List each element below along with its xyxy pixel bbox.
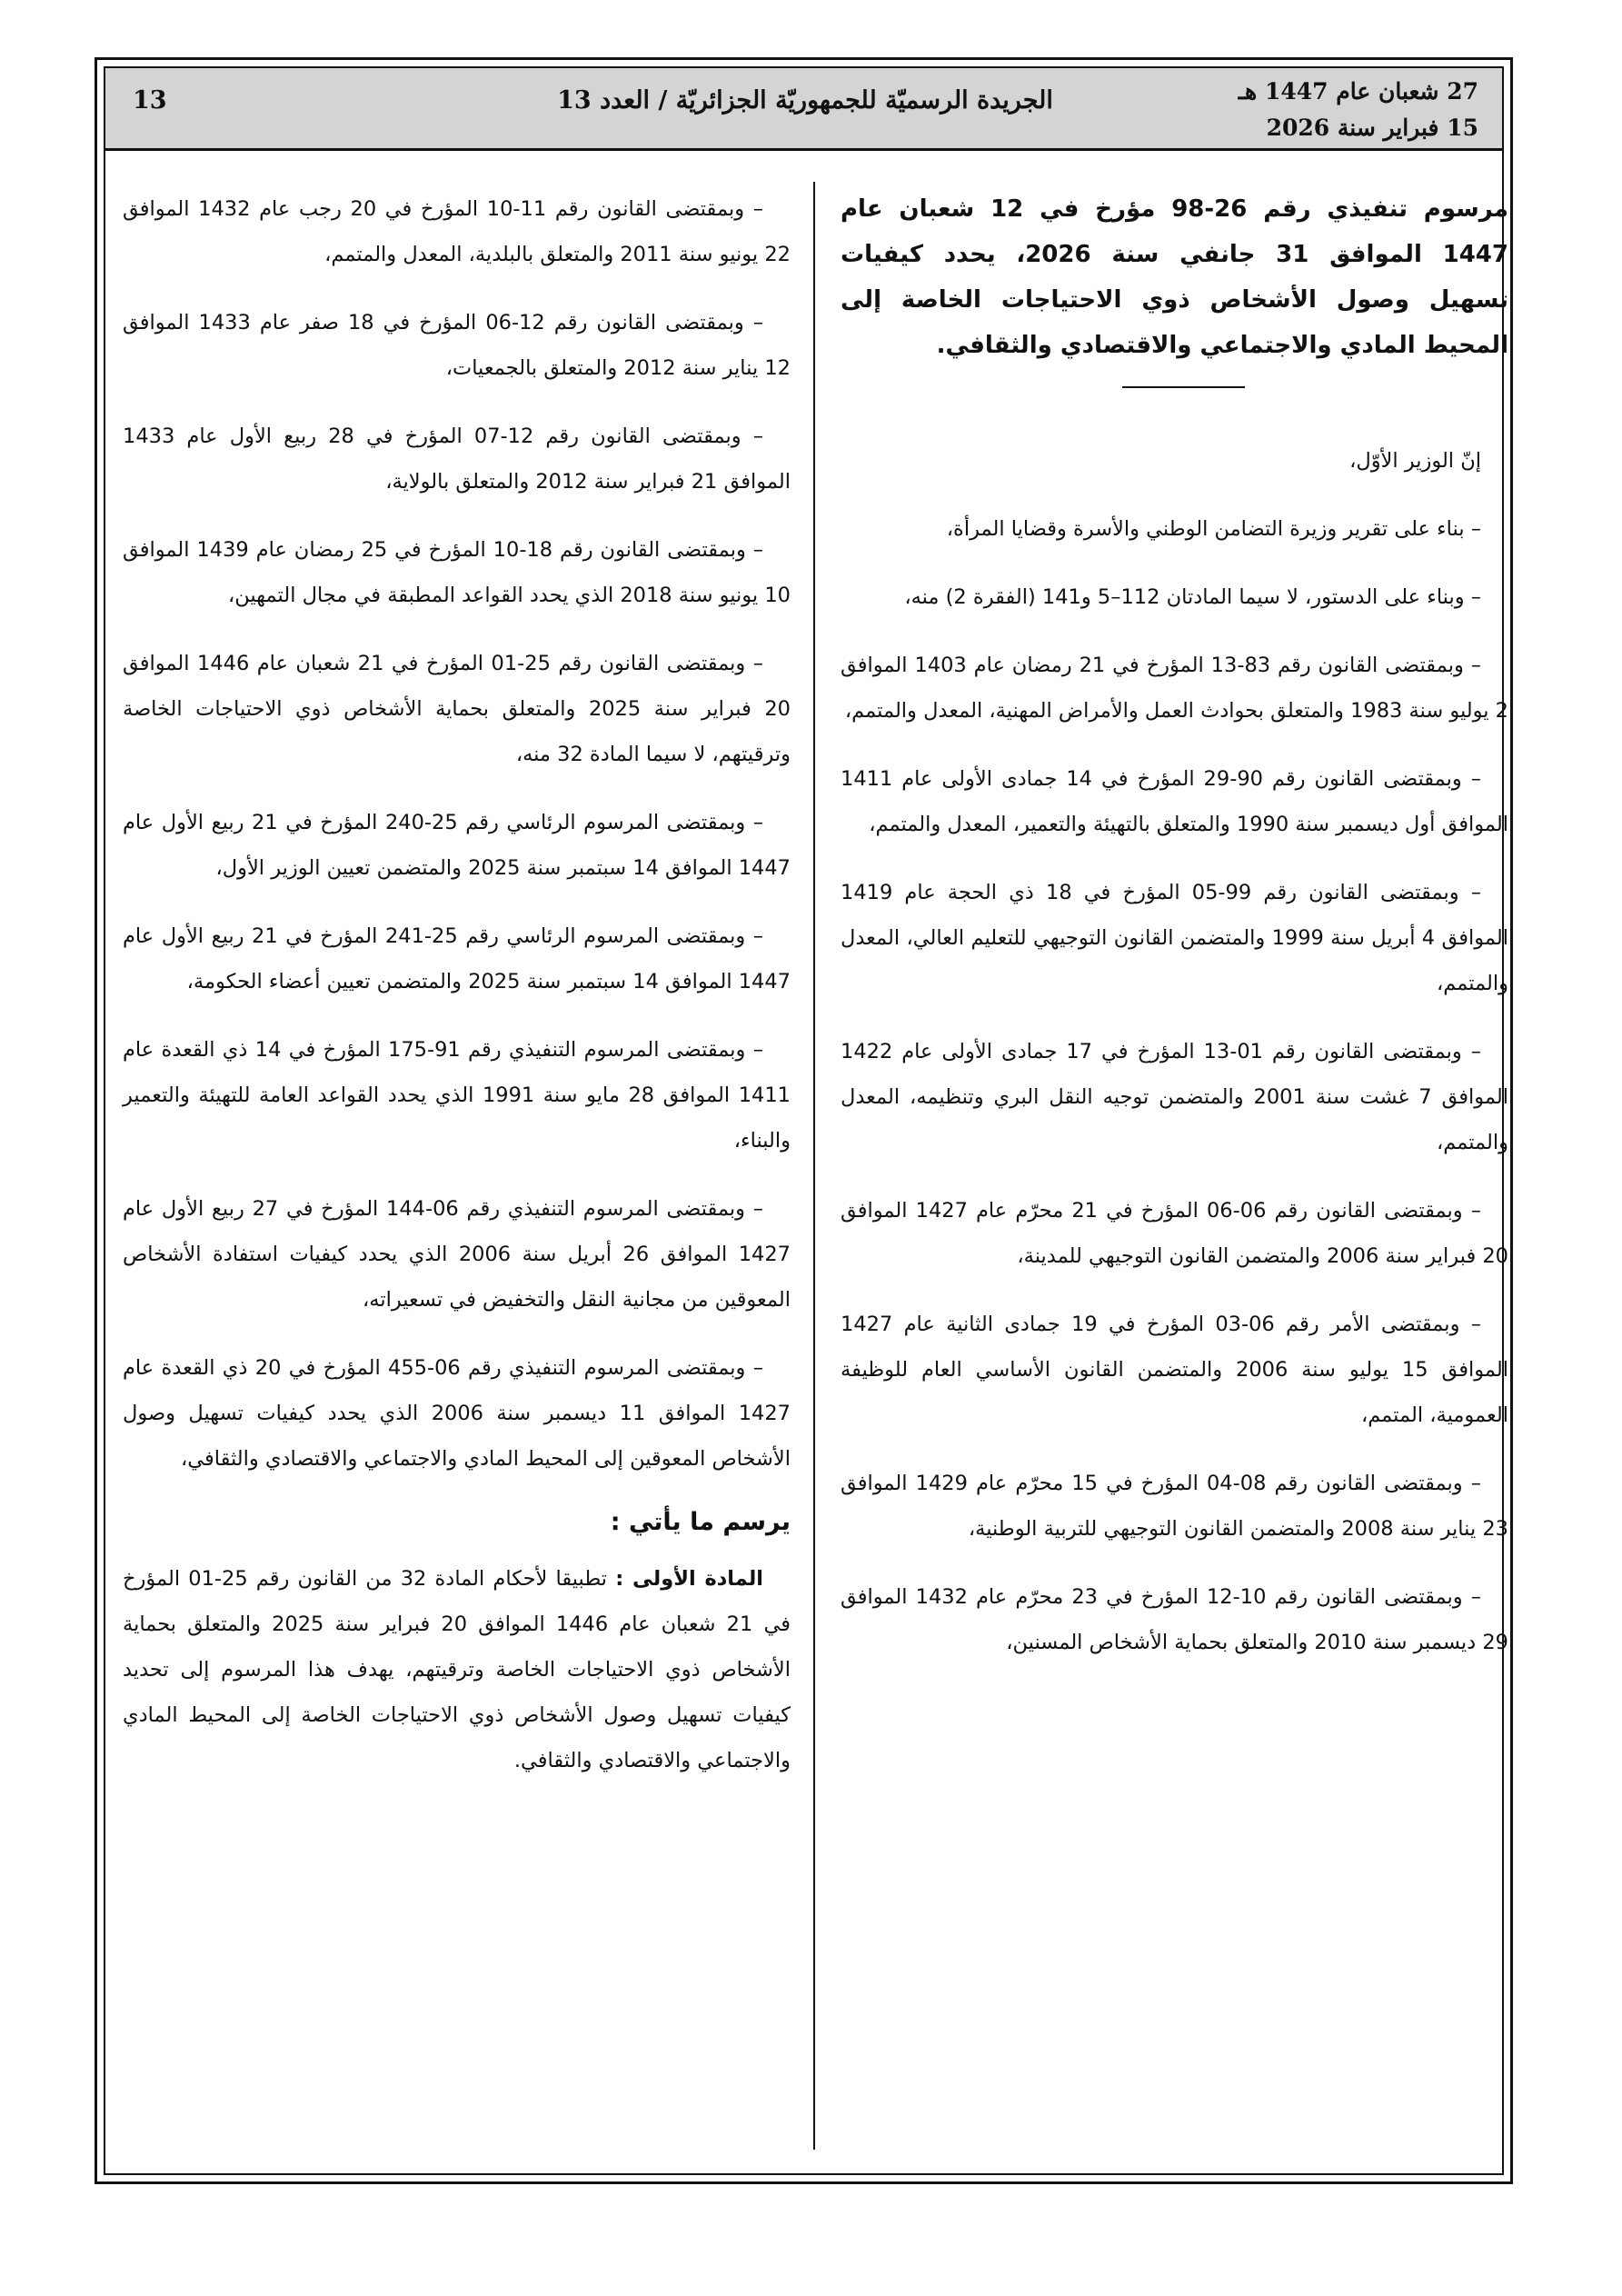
- visa-paragraph: – وبمقتضى القانون رقم 10-12 المؤرخ في 23 محرّم عام 1432 الموافق 29 ديسمبر سنة 2010 والمتعلق بحماية الأشخاص المسنين،: [841, 1585, 1508, 1654]
- visa-paragraph: – وبناء على الدستور، لا سيما المادتان 112–5 و141 (الفقرة 2) منه،: [904, 585, 1481, 609]
- minister-line: إنّ الوزير الأوّل،: [1349, 449, 1481, 473]
- column-divider: [813, 182, 815, 2150]
- visa-paragraph: – وبمقتضى القانون رقم 99-05 المؤرخ في 18 ذي الحجة عام 1419 الموافق 4 أبريل سنة 1999 والمتضمن القانون التوجيهي للتعليم العالي، المعدل والمتمم،: [841, 881, 1508, 995]
- visa-paragraph: – وبمقتضى القانون رقم 25-01 المؤرخ في 21 شعبان عام 1446 الموافق 20 فبراير سنة 2025 والمتعلق بحماية الأشخاص ذوي الاحتياجات الخاصة وترقيتهم، لا سيما المادة 32 منه،: [123, 652, 791, 766]
- visa-paragraph: – وبمقتضى الأمر رقم 06-03 المؤرخ في 19 جمادى الثانية عام 1427 الموافق 15 يوليو سنة 2006 والمتضمن القانون الأساسي العام للوظيفة العمومية، المتمم،: [841, 1313, 1508, 1427]
- visa-paragraph: – وبمقتضى المرسوم التنفيذي رقم 06-144 المؤرخ في 27 ربيع الأول عام 1427 الموافق 26 أبريل سنة 2006 الذي يحدد كيفيات استفادة الأشخاص المعوقين من مجانية النقل والتخفيض في تسعيراته،: [123, 1197, 791, 1312]
- visa-paragraph: – وبمقتضى القانون رقم 83-13 المؤرخ في 21 رمضان عام 1403 الموافق 2 يوليو سنة 1983 والمتعلق بحوادث العمل والأمراض المهنية، المعدل والمتمم،: [841, 654, 1508, 723]
- visa-paragraph: – وبمقتضى القانون رقم 12-06 المؤرخ في 18 صفر عام 1433 الموافق 12 يناير سنة 2012 والمتعلق بالجمعيات،: [123, 311, 791, 380]
- gazette-header: [105, 68, 1502, 151]
- article-label: المادة الأولى :: [615, 1567, 763, 1591]
- article-one: [123, 1556, 791, 1783]
- visa-paragraph: – وبمقتضى القانون رقم 18-10 المؤرخ في 25 رمضان عام 1439 الموافق 10 يونيو سنة 2018 الذي يحدد القواعد المطبقة في مجال التمهين،: [123, 538, 791, 607]
- visa-paragraph: – بناء على تقرير وزيرة التضامن الوطني والأسرة وقضايا المرأة،: [946, 517, 1481, 541]
- visa-paragraph: – وبمقتضى المرسوم التنفيذي رقم 91-175 المؤرخ في 14 ذي القعدة عام 1411 الموافق 28 مايو سنة 1991 الذي يحدد القواعد العامة للتهيئة والتعمير والبناء،: [123, 1038, 791, 1153]
- article-text: تطبيقا لأحكام المادة 32 من القانون رقم 25-01 المؤرخ في 21 شعبان عام 1446 الموافق 20 فبراير سنة 2025 والمتعلق بحماية الأشخاص ذوي الاحتياجات الخاصة وترقيتهم، يهدف هذا المرسوم إلى تحديد كيفيات تسهيل وصول الأشخاص ذوي الاحتياجات الخاصة إلى المحيط المادي والاجتماعي والاقتصادي والثقافي.: [123, 1567, 791, 1772]
- visa-paragraph: – وبمقتضى القانون رقم 90-29 المؤرخ في 14 جمادى الأولى عام 1411 الموافق أول ديسمبر سنة 1990 والمتعلق بالتهيئة والتعمير، المعدل والمتمم،: [841, 767, 1508, 836]
- left-column: [123, 186, 791, 1783]
- title-rule: [1122, 386, 1245, 388]
- header-date: [1239, 74, 1478, 146]
- header-title: الجريدة الرسميّة للجمهوريّة الجزائريّة / العدد 13: [557, 86, 1053, 115]
- visa-paragraph: – وبمقتضى القانون رقم 06-06 المؤرخ في 21 محرّم عام 1427 الموافق 20 فبراير سنة 2006 والمتضمن القانون التوجيهي للمدينة،: [841, 1199, 1508, 1268]
- page-number: 13: [133, 86, 167, 115]
- visa-paragraph: – وبمقتضى القانون رقم 12-07 المؤرخ في 28 ربيع الأول عام 1433 الموافق 21 فبراير سنة 2012 والمتعلق بالولاية،: [123, 424, 791, 494]
- decree-heading: يرسم ما يأتي :: [610, 1508, 791, 1536]
- visa-paragraph: – وبمقتضى القانون رقم 11-10 المؤرخ في 20 رجب عام 1432 الموافق 22 يونيو سنة 2011 والمتعلق بالبلدية، المعدل والمتمم،: [123, 197, 791, 266]
- decree-title: مرسوم تنفيذي رقم 26-98 مؤرخ في 12 شعبان عام 1447 الموافق 31 جانفي سنة 2026، يحدد كيفيات تسهيل وصول الأشخاص ذوي الاحتياجات الخاصة إلى المحيط المادي والاجتماعي والاقتصادي والثقافي.: [841, 195, 1508, 359]
- visa-paragraph: – وبمقتضى المرسوم الرئاسي رقم 25-240 المؤرخ في 21 ربيع الأول عام 1447 الموافق 14 سبتمبر سنة 2025 والمتضمن تعيين الوزير الأول،: [123, 811, 791, 880]
- header-date-hijri: 27 شعبان عام 1447 هـ: [1238, 78, 1478, 105]
- visa-paragraph: – وبمقتضى المرسوم التنفيذي رقم 06-455 المؤرخ في 20 ذي القعدة عام 1427 الموافق 11 ديسمبر سنة 2006 الذي يحدد كيفيات تسهيل وصول الأشخاص المعوقين إلى المحيط المادي والاجتماعي والاقتصادي والثقافي،: [123, 1356, 791, 1471]
- visa-paragraph: – وبمقتضى المرسوم الرئاسي رقم 25-241 المؤرخ في 21 ربيع الأول عام 1447 الموافق 14 سبتمبر سنة 2025 والمتضمن تعيين أعضاء الحكومة،: [123, 924, 791, 993]
- right-column: [841, 186, 1508, 1665]
- visa-paragraph: – وبمقتضى القانون رقم 01-13 المؤرخ في 17 جمادى الأولى عام 1422 الموافق 7 غشت سنة 2001 والمتضمن توجيه النقل البري وتنظيمه، المعدل والمتمم،: [841, 1040, 1509, 1154]
- header-date-gregorian: 15 فبراير سنة 2026: [1266, 115, 1478, 141]
- visa-paragraph: – وبمقتضى القانون رقم 08-04 المؤرخ في 15 محرّم عام 1429 الموافق 23 يناير سنة 2008 والمتضمن القانون التوجيهي للتربية الوطنية،: [841, 1472, 1508, 1541]
